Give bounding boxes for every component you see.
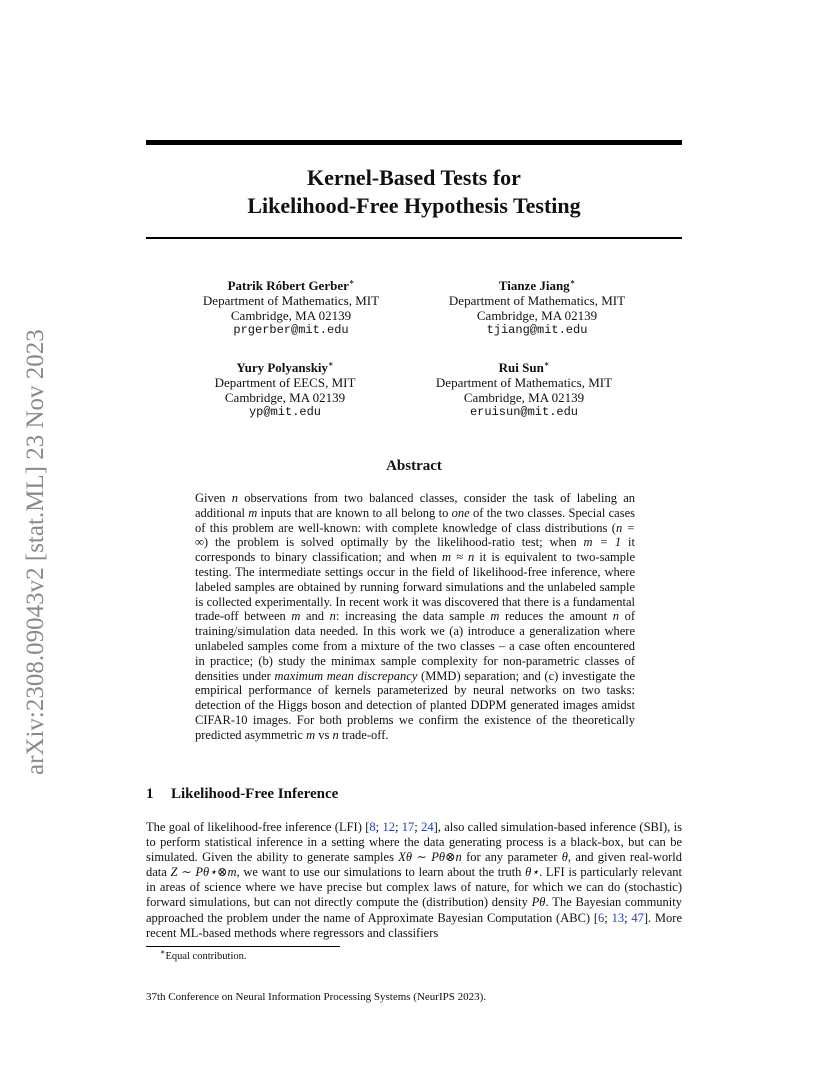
footnote — [160, 947, 247, 962]
author-block — [155, 360, 415, 420]
citation-link[interactable]: 47 — [631, 910, 644, 925]
author-name: Rui Sun — [498, 360, 544, 375]
title-line-1: Kernel-Based Tests for — [307, 165, 521, 190]
author-address: Cambridge, MA 02139 — [463, 390, 585, 405]
author-affiliation: Department of Mathematics, MIT — [448, 293, 626, 308]
author-address: Cambridge, MA 02139 — [224, 390, 346, 405]
equal-contribution-mark: ∗ — [569, 277, 576, 287]
author-email[interactable]: yp@mit.edu — [248, 405, 321, 419]
footnote-mark: ∗ — [160, 947, 166, 957]
citation-link[interactable]: 8 — [369, 820, 376, 834]
equal-contribution-mark: ∗ — [543, 359, 550, 369]
title-bottom-rule — [146, 237, 682, 239]
author-block — [407, 278, 667, 338]
footnote-rule — [146, 946, 340, 947]
author-name: Tianze Jiang — [498, 278, 570, 293]
citation-link[interactable]: 17 — [401, 820, 415, 834]
author-affiliation: Department of Mathematics, MIT — [435, 375, 613, 390]
author-name: Patrik Róbert Gerber — [227, 278, 349, 293]
conference-note: 37th Conference on Neural Information Processing Systems (NeurIPS 2023). — [146, 991, 487, 1003]
title-line-2: Likelihood-Free Hypothesis Testing — [247, 193, 581, 218]
abstract-text: Given n observations from two balanced classes, consider the task of labeling an additional m inputs that are known to all belong to one of the two classes. Special cases of this problem are well-known: with complete knowledge of class distributions (n = ∞) the problem is solved optimally by the likelihood-ratio test; when m = 1 it corresponds to binary classification; and when m ≈ n it is equivalent to two-sample testing. The intermediate settings occur in the field of likelihood-free inference, where labeled samples are obtained by running forward simulations and the unlabeled sample is collected experimentally. In recent work it was discovered that there is a fundamental trade-off between m and n: increasing the data sample m reduces the amount n of training/simulation data needed. In this work we (a) introduce a generalization where unlabeled samples come from a mixture of the two classes – a case often encountered in practice; (b) study the minimax sample complexity for non-parametric classes of densities under maximum mean discrepancy (MMD) separation; and (c) investigate the empirical performance of kernels parameterized by neural networks on two tasks: detection of the Higgs boson and detection of planted DDPM generated images amidst CIFAR-10 images. For both problems we confirm the existence of the theoretically predicted asymmetric m vs n trade-off. — [195, 491, 635, 742]
author-address: Cambridge, MA 02139 — [230, 308, 352, 323]
citation-link[interactable]: 24 — [421, 820, 434, 834]
author-name: Yury Polyanskiy — [236, 360, 329, 375]
title-top-rule — [146, 140, 682, 145]
author-address: Cambridge, MA 02139 — [476, 308, 598, 323]
footnote-text: Equal contribution. — [165, 951, 247, 962]
equal-contribution-mark: ∗ — [348, 277, 355, 287]
body-paragraph: The goal of likelihood-free inference (LFI) [8; 12; 17; 24], also called simulation-based inference (SBI), is to perform statistical inference in a setting where the data generating process is a black-box, but can be simulated. Given the ability to generate samples Xθ ∼ Pθ⊗n for any parameter θ, and given real-world data Z ∼ Pθ⋆⊗m, we want to use our simulations to learn about the truth θ⋆. LFI is particularly relevant in areas of science where we have precise but complex laws of nature, for which we can do (stochastic) forward simulations, but can not directly compute the (distribution) density Pθ. The Bayesian community approached the problem under the name of Approximate Bayesian Computation (ABC) [6; 13; 47]. More recent ML-based methods where regressors and classifiers — [146, 820, 683, 940]
paper-title — [146, 164, 682, 220]
author-email[interactable]: tjiang@mit.edu — [486, 323, 588, 337]
citation-link[interactable]: 13 — [611, 910, 625, 925]
author-email[interactable]: eruisun@mit.edu — [469, 405, 579, 419]
author-block — [394, 360, 654, 420]
author-affiliation: Department of Mathematics, MIT — [202, 293, 380, 308]
section-heading — [146, 786, 338, 803]
author-block — [161, 278, 421, 338]
author-email[interactable]: prgerber@mit.edu — [233, 323, 349, 337]
citation-link[interactable]: 12 — [382, 820, 395, 834]
section-title: Likelihood-Free Inference — [171, 786, 339, 802]
section-number: 1 — [146, 786, 154, 802]
abstract-heading: Abstract — [386, 458, 442, 474]
citation-link[interactable]: 6 — [598, 910, 605, 925]
arxiv-stamp: arXiv:2308.09043v2 [stat.ML] 23 Nov 2023 — [22, 329, 49, 775]
author-affiliation: Department of EECS, MIT — [214, 375, 356, 390]
equal-contribution-mark: ∗ — [328, 359, 334, 369]
